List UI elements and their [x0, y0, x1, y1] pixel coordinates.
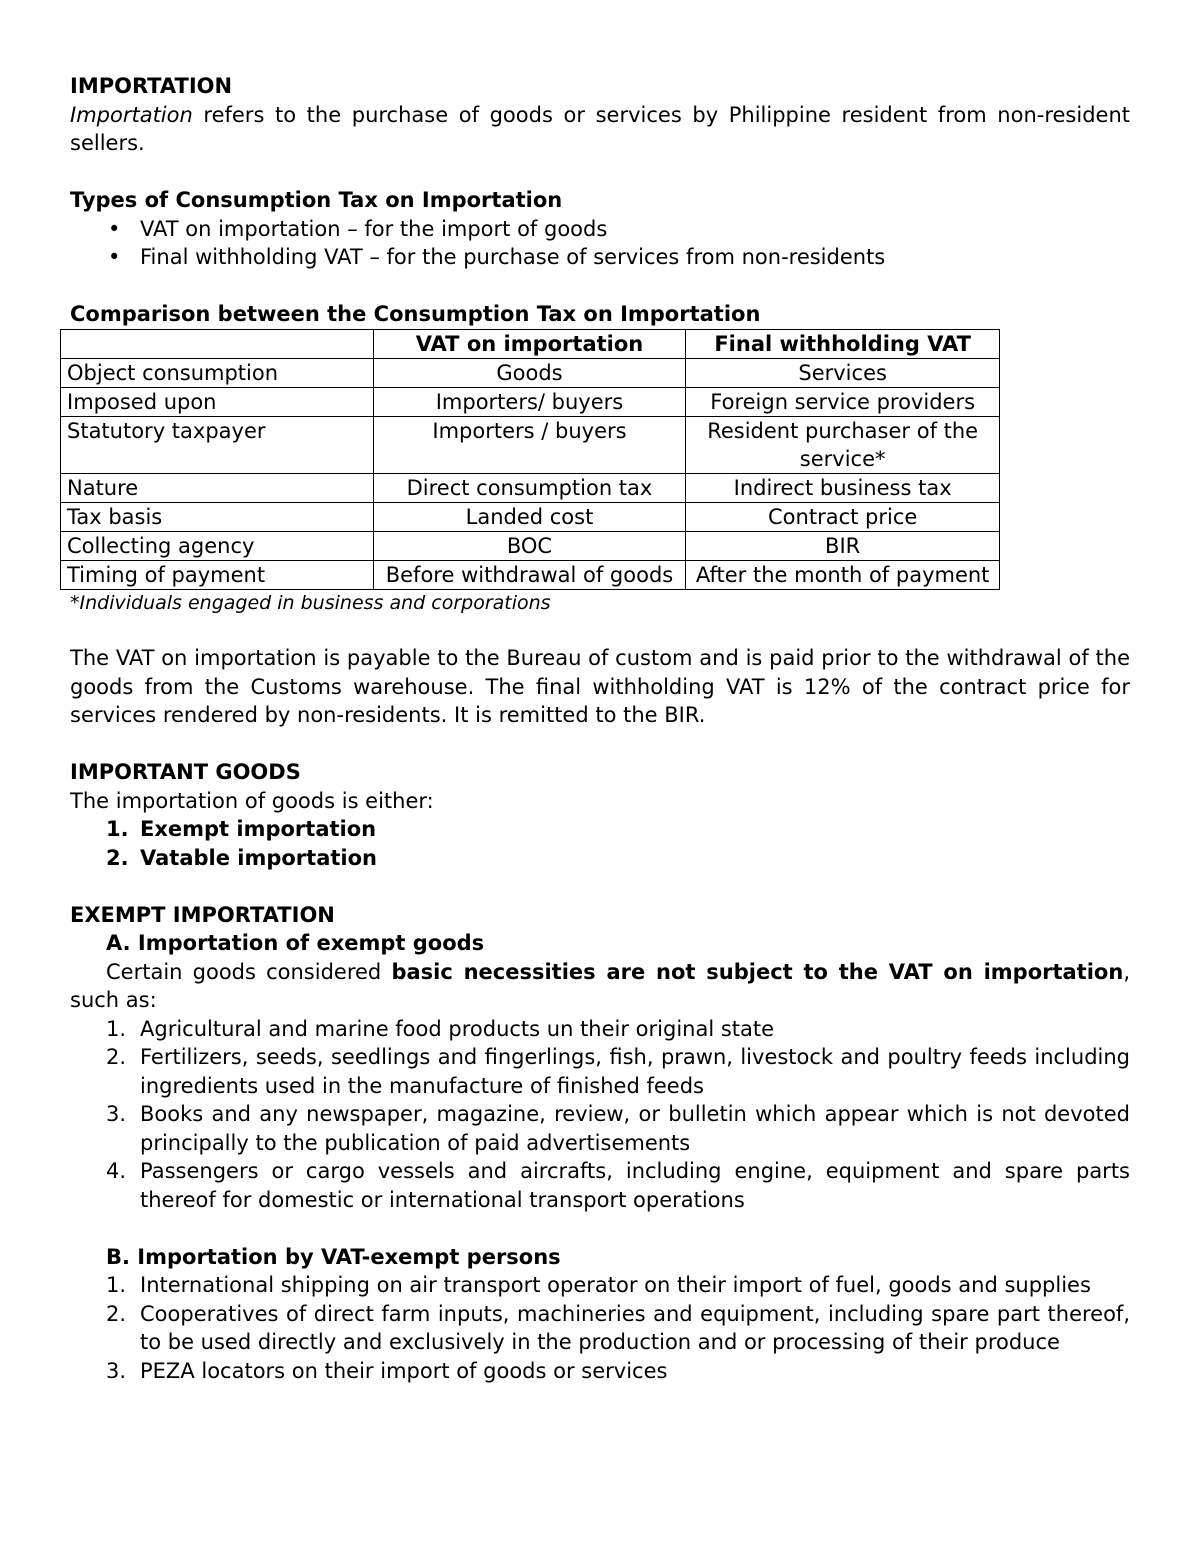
- table-cell: Resident purchaser of the service*: [686, 416, 1000, 473]
- comparison-heading: Comparison between the Consumption Tax on Importation: [70, 302, 761, 326]
- exempt-persons-list: [70, 1271, 1130, 1385]
- table-row: [61, 502, 1000, 531]
- list-item: 2. Vatable importation: [106, 845, 377, 870]
- table-cell: Tax basis: [61, 502, 374, 531]
- vat-paragraph: The VAT on importation is payable to the Bureau of custom and is paid prior to the withdrawal of the goods from the Customs warehouse. The final withholding VAT is 12% of the contract price for services rendered by non-residents. It is remitted to the BIR.: [70, 646, 1130, 727]
- types-heading: Types of Consumption Tax on Importation: [70, 188, 563, 212]
- table-header-row: [61, 329, 1000, 358]
- important-goods-intro: The importation of goods is either:: [70, 788, 434, 813]
- list-item: 1. Agricultural and marine food products un their original state: [106, 1016, 775, 1041]
- comparison-table: [60, 329, 1000, 590]
- list-item: • Final withholding VAT – for the purchase of services from non-residents: [70, 243, 1130, 272]
- table-cell: Before withdrawal of goods: [373, 560, 686, 589]
- table-cell: Timing of payment: [61, 560, 374, 589]
- table-cell: Indirect business tax: [686, 473, 1000, 502]
- table-cell: BIR: [686, 531, 1000, 560]
- list-item: 1. Exempt importation: [106, 817, 377, 841]
- importation-definition: [70, 101, 1130, 158]
- types-list: [70, 215, 1130, 272]
- table-cell: BOC: [373, 531, 686, 560]
- table-cell: Contract price: [686, 502, 1000, 531]
- document-page: [67, 0, 1130, 1385]
- table-cell: After the month of payment: [686, 560, 1000, 589]
- table-footnote: *Individuals engaged in business and corporations: [70, 591, 551, 614]
- table-cell: Goods: [373, 358, 686, 387]
- table-cell: Importers/ buyers: [373, 387, 686, 416]
- table-cell: Importers / buyers: [373, 416, 686, 473]
- table-cell: Foreign service providers: [686, 387, 1000, 416]
- table-row: [61, 416, 1000, 473]
- table-header-cell: [61, 329, 374, 358]
- list-item: 1. International shipping on air transport operator on their import of fuel, goods and supplies: [106, 1273, 1091, 1297]
- list-item: 3. PEZA locators on their import of goods or services: [106, 1358, 668, 1383]
- table-cell: Collecting agency: [61, 531, 374, 560]
- table-cell: Services: [686, 358, 1000, 387]
- list-item: 3. Books and any newspaper, magazine, review, or bulletin which appear which is not devoted principally to the publication of paid advertisements: [106, 1102, 1130, 1155]
- exempt-b-heading: B. Importation by VAT-exempt persons: [106, 1244, 561, 1269]
- exempt-heading: EXEMPT IMPORTATION: [70, 902, 335, 927]
- table-row: [61, 358, 1000, 387]
- table-cell: Direct consumption tax: [373, 473, 686, 502]
- exempt-a-heading: A. Importation of exempt goods: [106, 931, 485, 955]
- table-cell: Object consumption: [61, 358, 374, 387]
- exempt-a-lead: Certain goods considered basic necessities are not subject to the VAT on importation, such as:: [70, 959, 1130, 1012]
- section-heading-importation: IMPORTATION: [70, 74, 233, 98]
- important-goods-list: [70, 815, 1130, 872]
- table-cell: Nature: [61, 473, 374, 502]
- exempt-goods-list: [70, 1015, 1130, 1215]
- table-header-cell: VAT on importation: [373, 329, 686, 358]
- table-cell: Statutory taxpayer: [61, 416, 374, 473]
- table-row: [61, 473, 1000, 502]
- important-goods-heading: IMPORTANT GOODS: [70, 760, 301, 784]
- table-row: [61, 560, 1000, 589]
- table-row: [61, 387, 1000, 416]
- definition-text: refers to the purchase of goods or services by Philippine resident from non-resident sellers.: [70, 102, 1130, 155]
- table-cell: Landed cost: [373, 502, 686, 531]
- table-row: [61, 531, 1000, 560]
- importation-term: Importation: [70, 102, 193, 127]
- list-item: 2. Cooperatives of direct farm inputs, machineries and equipment, including spare part thereof, to be used directly and exclusively in the production and or processing of their produce: [106, 1301, 1130, 1354]
- table-cell: Imposed upon: [61, 387, 374, 416]
- list-item: • VAT on importation – for the import of goods: [70, 215, 1130, 244]
- list-item: 4. Passengers or cargo vessels and aircrafts, including engine, equipment and spare parts thereof for domestic or international transport operations: [106, 1159, 1130, 1212]
- list-item: 2. Fertilizers, seeds, seedlings and fingerlings, fish, prawn, livestock and poultry feeds including ingredients used in the manufacture of finished feeds: [106, 1045, 1130, 1098]
- table-header-cell: Final withholding VAT: [686, 329, 1000, 358]
